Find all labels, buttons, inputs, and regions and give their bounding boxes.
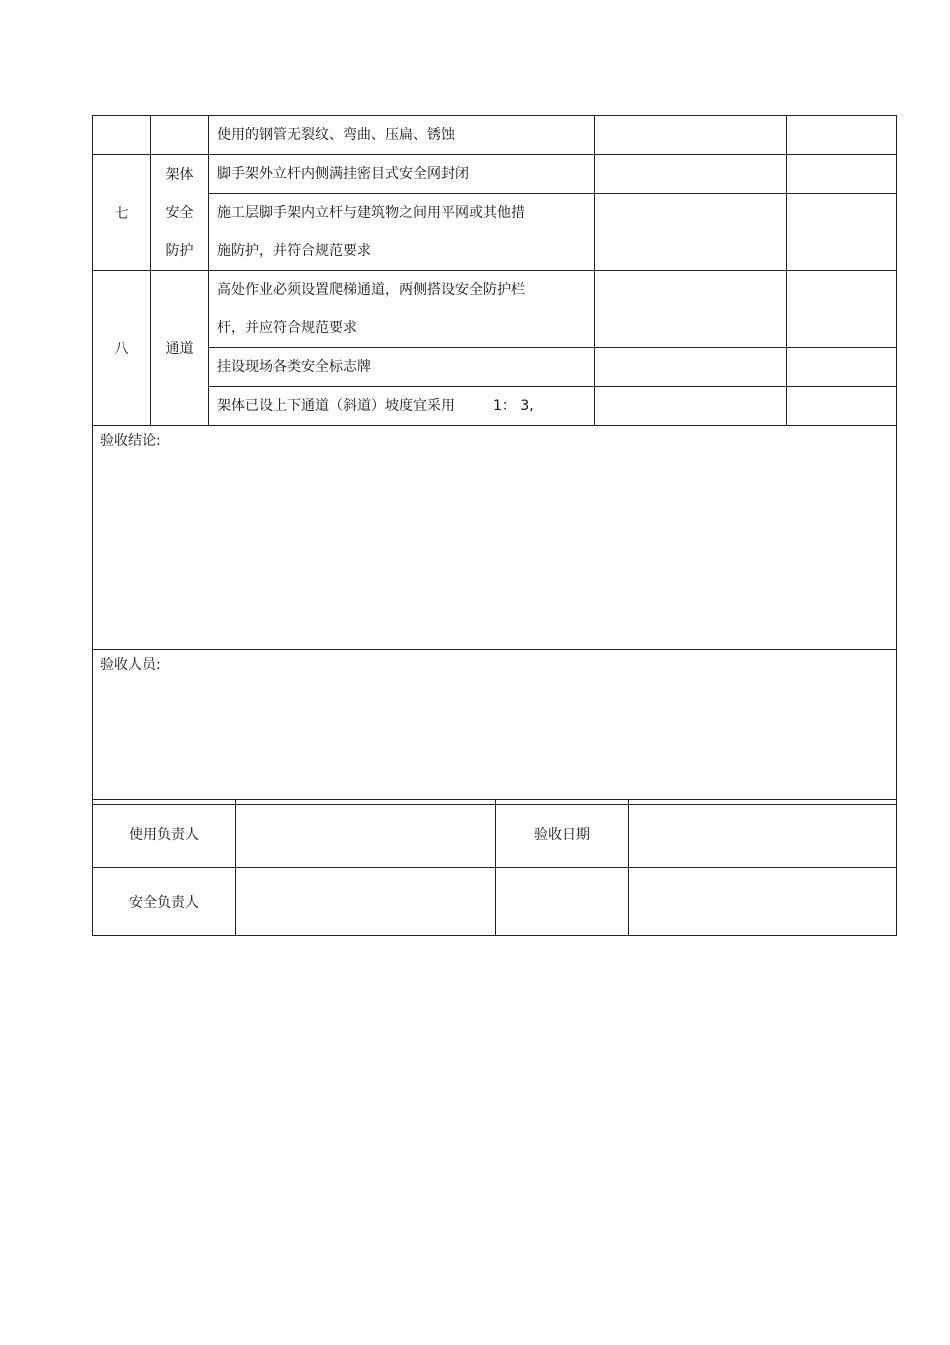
remark-cell[interactable] [787, 155, 897, 194]
result-cell[interactable] [595, 348, 787, 387]
table-row [93, 868, 897, 936]
user-owner-signature-cell[interactable] [236, 800, 496, 868]
check-item [209, 271, 595, 348]
table-row [93, 348, 897, 387]
result-cell[interactable] [595, 155, 787, 194]
remark-cell[interactable] [787, 116, 897, 155]
user-owner-label: 使用负责人 [93, 800, 236, 868]
table-row [93, 271, 897, 348]
date-value-cell[interactable] [629, 800, 897, 868]
result-cell[interactable] [595, 194, 787, 271]
section-name-line: 安全 [165, 204, 194, 221]
check-item [209, 387, 595, 426]
inspectors-label: 验收人员: [100, 657, 161, 673]
remark-cell[interactable] [787, 271, 897, 348]
section-name-cell [151, 116, 209, 155]
section-number: 八 [93, 271, 151, 426]
remark-cell[interactable] [787, 387, 897, 426]
section-name [151, 155, 209, 271]
check-item: 挂设现场各类安全标志牌 [209, 348, 595, 387]
inspection-checklist-table [92, 115, 897, 805]
safety-owner-label: 安全负责人 [93, 868, 236, 936]
empty-cell[interactable] [496, 868, 629, 936]
remark-cell[interactable] [787, 194, 897, 271]
slope-ratio: 1： 3, [493, 398, 534, 414]
table-row [93, 650, 897, 805]
empty-cell[interactable] [629, 868, 897, 936]
remark-cell[interactable] [787, 348, 897, 387]
conclusion-label: 验收结论: [100, 433, 161, 449]
table-row [93, 116, 897, 155]
table-row [93, 387, 897, 426]
section-name: 通道 [151, 271, 209, 426]
result-cell[interactable] [595, 116, 787, 155]
check-item: 脚手架外立杆内侧满挂密目式安全网封闭 [209, 155, 595, 194]
result-cell[interactable] [595, 271, 787, 348]
signoff-table [92, 799, 897, 936]
date-label: 验收日期 [496, 800, 629, 868]
check-item-text: 架体已设上下通道（斜道）坡度宜采用 [217, 398, 455, 414]
section-number-cell [93, 116, 151, 155]
check-item-line: 施防护，并符合规范要求 [217, 243, 371, 259]
check-item-line: 杆，并应符合规范要求 [217, 320, 357, 336]
result-cell[interactable] [595, 387, 787, 426]
section-number: 七 [93, 155, 151, 271]
section-name-line: 架体 [165, 166, 194, 183]
safety-owner-signature-cell[interactable] [236, 868, 496, 936]
check-item-line: 高处作业必须设置爬梯通道，两侧搭设安全防护栏 [217, 282, 525, 298]
check-item [209, 194, 595, 271]
table-row [93, 426, 897, 650]
conclusion-cell[interactable] [93, 426, 897, 650]
check-item-line: 施工层脚手架内立杆与建筑物之间用平网或其他措 [217, 205, 525, 221]
table-row [93, 155, 897, 194]
section-name-line: 防护 [165, 242, 194, 259]
table-row [93, 194, 897, 271]
check-item: 使用的钢管无裂纹、弯曲、压扁、锈蚀 [209, 116, 595, 155]
inspectors-cell[interactable] [93, 650, 897, 805]
table-row [93, 800, 897, 868]
